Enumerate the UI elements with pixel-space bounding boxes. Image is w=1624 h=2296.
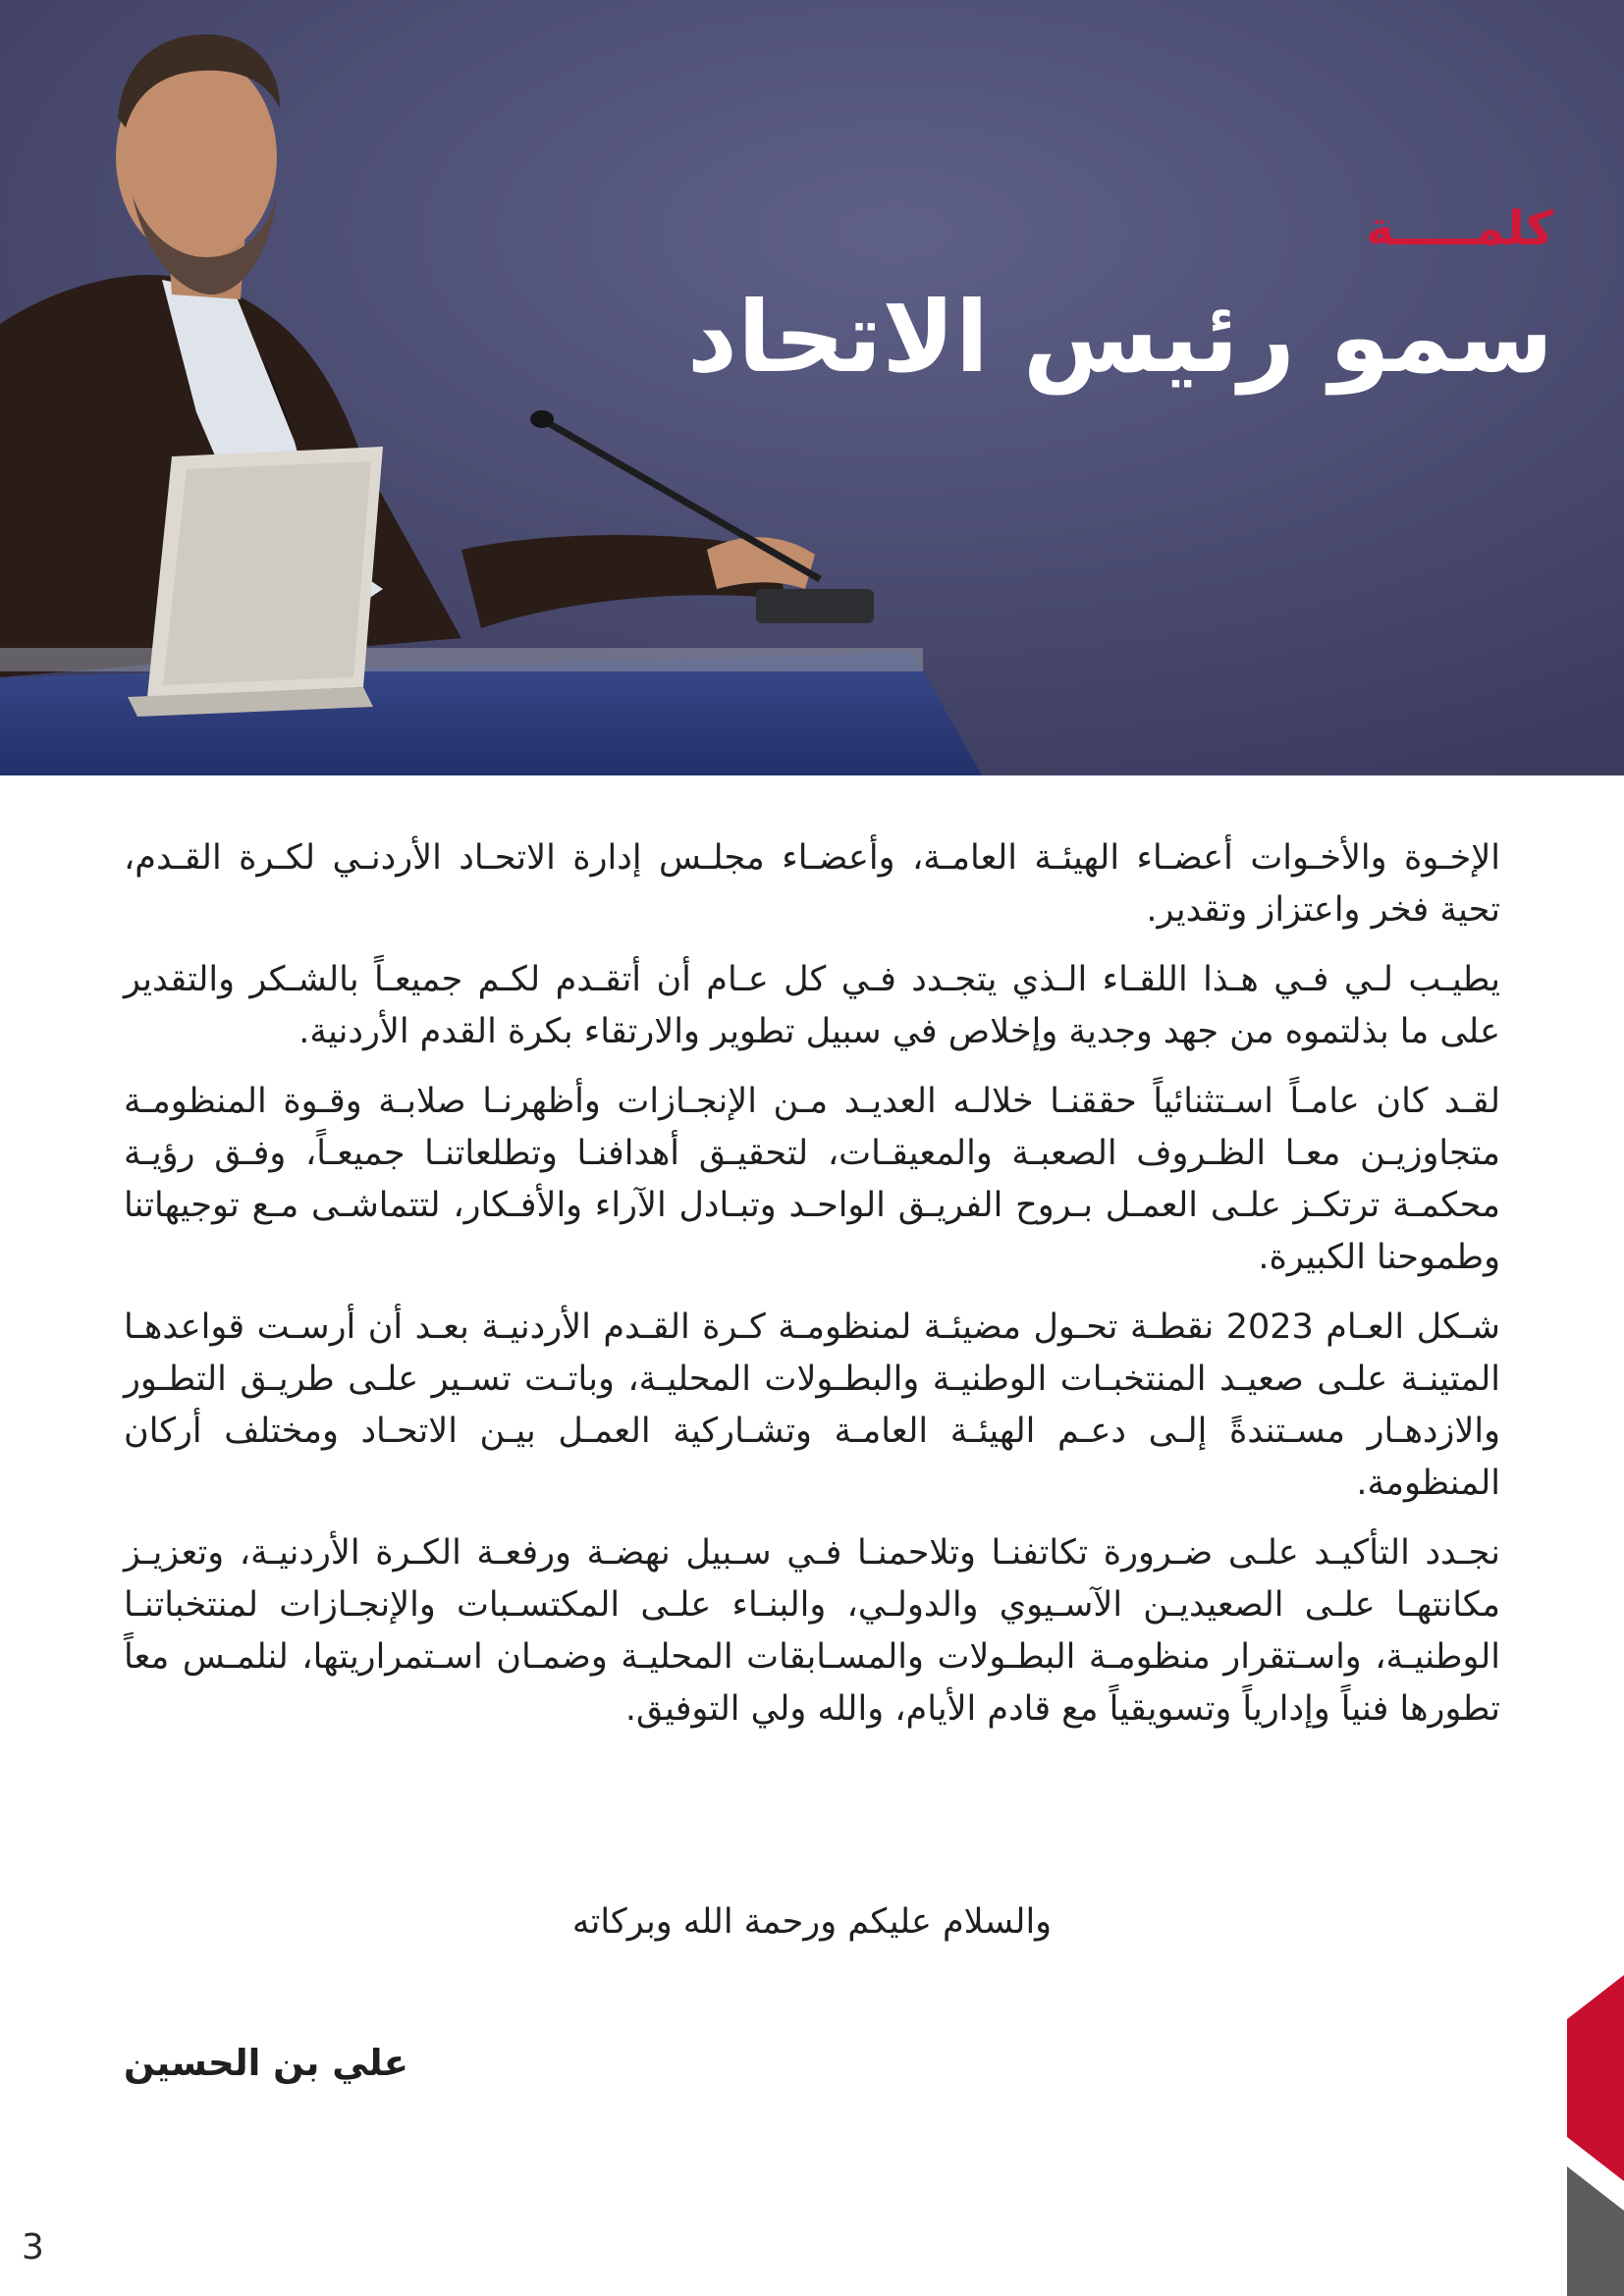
letter-body bbox=[124, 832, 1500, 1753]
header-kicker: كلمـــــة bbox=[1366, 201, 1553, 256]
page-title: سمو رئيس الاتحاد bbox=[686, 280, 1553, 395]
corner-decoration bbox=[1567, 1975, 1624, 2296]
paragraph-greeting: الإخـوة والأخـوات أعضـاء الهيئـة العامـة، وأعضـاء مجلـس إدارة الاتحـاد الأردنـي لكـرة القـدم، تحية فخر واعتزاز وتقدير. bbox=[124, 838, 1500, 930]
closing-salutation: والسلام عليكم ورحمة الله وبركاته bbox=[571, 1902, 1053, 1942]
page-number: 3 bbox=[22, 2227, 44, 2268]
header-banner bbox=[0, 0, 1624, 775]
signature-name: علي بن الحسين bbox=[124, 2042, 409, 2084]
paragraph-2023: شـكل العـام 2023 نقطـة تحـول مضيئـة لمنظومـة كـرة القـدم الأردنيـة بعـد أن أرسـت قواعدهـا المتينـة علـى صعيـد المنتخبـات الوطنيـة والبطـولات المحليـة، وباتـت تسـير علـى طريـق التطـور والازدهـار مسـتندةً إلـى دعـم الهيئـة العامـة وتشـاركية العمـل بيـن الاتحـاد ومختلف أركان المنظومة. bbox=[124, 1308, 1501, 1503]
paragraph-achievements: لقـد كان عامـاً اسـتثنائياً حققنـا خلالـه العديـد مـن الإنجـازات وأظهرنـا صلابـة وقـوة المنظومـة متجاوزيـن معـا الظـروف الصعبـة والمعيقـات، لتحقيـق أهدافنـا وتطلعاتنـا جميعـاً، وفـق رؤيـة محكمـة ترتكـز علـى العمـل بـروح الفريـق الواحـد وتبـادل الآراء والأفـكار، لتتماشـى مـع توجيهاتنا وطموحنا الكبيرة. bbox=[124, 1082, 1500, 1277]
paragraph-commitment: نجـدد التأكيـد علـى ضـرورة تكاتفنـا وتلاحمنـا فـي سـبيل نهضـة ورفعـة الكـرة الأردنيـة، وتعزيـز مكانتهـا علـى الصعيديـن الآسـيوي والدولـي، والبنـاء علـى المكتسـبات والإنجـازات لمنتخباتنـا الوطنيـة، واسـتقرار منظومـة البطـولات والمسـابقات المحليـة وضمـان اسـتمراريتها، لنلمـس معاً تطورها فنياً وإدارياً وتسويقياً مع قادم الأيام، والله ولي التوفيق. bbox=[124, 1533, 1500, 1729]
paragraph-thanks: يطيـب لـي فـي هـذا اللقـاء الـذي يتجـدد فـي كل عـام أن أتقـدم لكـم جميعـاً بالشـكر والتقدير على ما بذلتموه من جهد وجدية وإخلاص في سبيل تطوير والارتقاء بكرة القدم الأردنية. bbox=[124, 960, 1500, 1051]
